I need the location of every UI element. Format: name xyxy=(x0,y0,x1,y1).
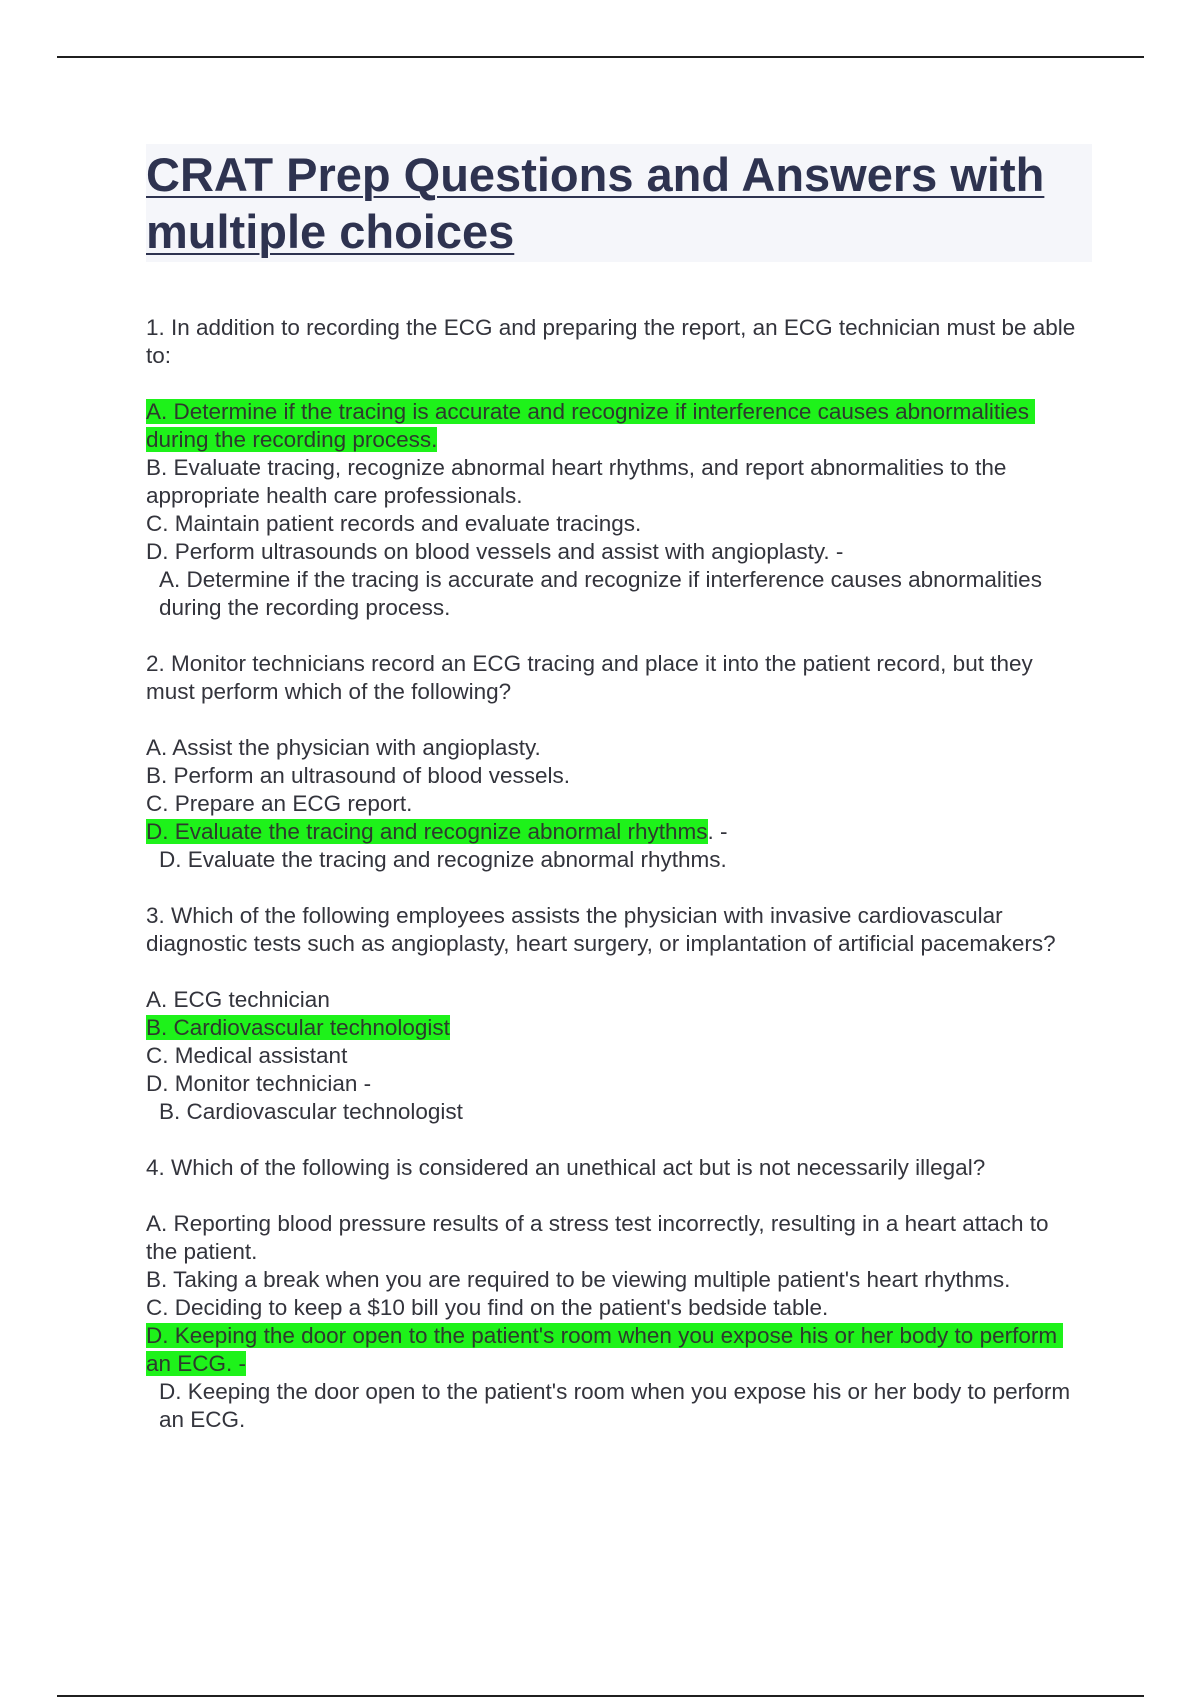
title-block xyxy=(146,144,1092,262)
option-d-highlighted xyxy=(146,818,1086,846)
question-stem: 3. Which of the following employees assists the physician with invasive cardiovascular diagnostic tests such as angioplasty, heart surgery, or implantation of artificial pacemakers? xyxy=(146,903,1056,956)
option-b-highlighted xyxy=(146,1014,1086,1042)
question-1 xyxy=(146,314,1086,622)
question-2 xyxy=(146,650,1086,874)
answer-text: B. Cardiovascular technologist xyxy=(159,1099,463,1124)
option-b: B. Perform an ultrasound of blood vessels. xyxy=(146,763,570,788)
option-d: D. Monitor technician - xyxy=(146,1071,372,1096)
highlighted-answer: A. Determine if the tracing is accurate and recognize if interference causes abnormalities during the recording process. xyxy=(146,399,1036,452)
bottom-rule xyxy=(57,1695,1144,1697)
option-c: C. Prepare an ECG report. xyxy=(146,791,413,816)
option-d-suffix: . - xyxy=(707,819,728,844)
option-a: A. Reporting blood pressure results of a stress test incorrectly, resulting in a heart attach to the patient. xyxy=(146,1211,1055,1264)
question-stem: 4. Which of the following is considered an unethical act but is not necessarily illegal? xyxy=(146,1155,986,1180)
option-c: C. Deciding to keep a $10 bill you find on the patient's bedside table. xyxy=(146,1295,829,1320)
page-title: CRAT Prep Questions and Answers with multiple choices xyxy=(146,148,1045,258)
option-d-highlighted xyxy=(146,1322,1086,1378)
answer-text: A. Determine if the tracing is accurate and recognize if interference causes abnormalities during the recording process. xyxy=(159,567,1049,620)
answer-text: D. Evaluate the tracing and recognize abnormal rhythms. xyxy=(159,847,727,872)
question-3 xyxy=(146,902,1086,1126)
option-b: B. Evaluate tracing, recognize abnormal heart rhythms, and report abnormalities to the appropriate health care professionals. xyxy=(146,455,1013,508)
question-4 xyxy=(146,1154,1086,1434)
highlighted-answer: B. Cardiovascular technologist xyxy=(146,1015,450,1040)
option-a-highlighted xyxy=(146,398,1086,454)
answer-text: D. Keeping the door open to the patient's room when you expose his or her body to perform an ECG. xyxy=(159,1379,1077,1432)
highlighted-answer: D. Evaluate the tracing and recognize abnormal rhythms xyxy=(146,819,708,844)
option-c: C. Maintain patient records and evaluate tracings. xyxy=(146,511,642,536)
option-d: D. Perform ultrasounds on blood vessels and assist with angioplasty. - xyxy=(146,539,844,564)
question-stem: 1. In addition to recording the ECG and preparing the report, an ECG technician must be able to: xyxy=(146,315,1082,368)
option-a: A. ECG technician xyxy=(146,987,330,1012)
highlighted-answer: D. Keeping the door open to the patient's room when you expose his or her body to perform an ECG. - xyxy=(146,1323,1064,1376)
option-b: B. Taking a break when you are required to be viewing multiple patient's heart rhythms. xyxy=(146,1267,1011,1292)
top-rule xyxy=(57,56,1144,58)
option-a: A. Assist the physician with angioplasty. xyxy=(146,735,541,760)
document-body xyxy=(146,144,1086,1462)
question-stem: 2. Monitor technicians record an ECG tracing and place it into the patient record, but they must perform which of the following? xyxy=(146,651,1040,704)
option-c: C. Medical assistant xyxy=(146,1043,348,1068)
